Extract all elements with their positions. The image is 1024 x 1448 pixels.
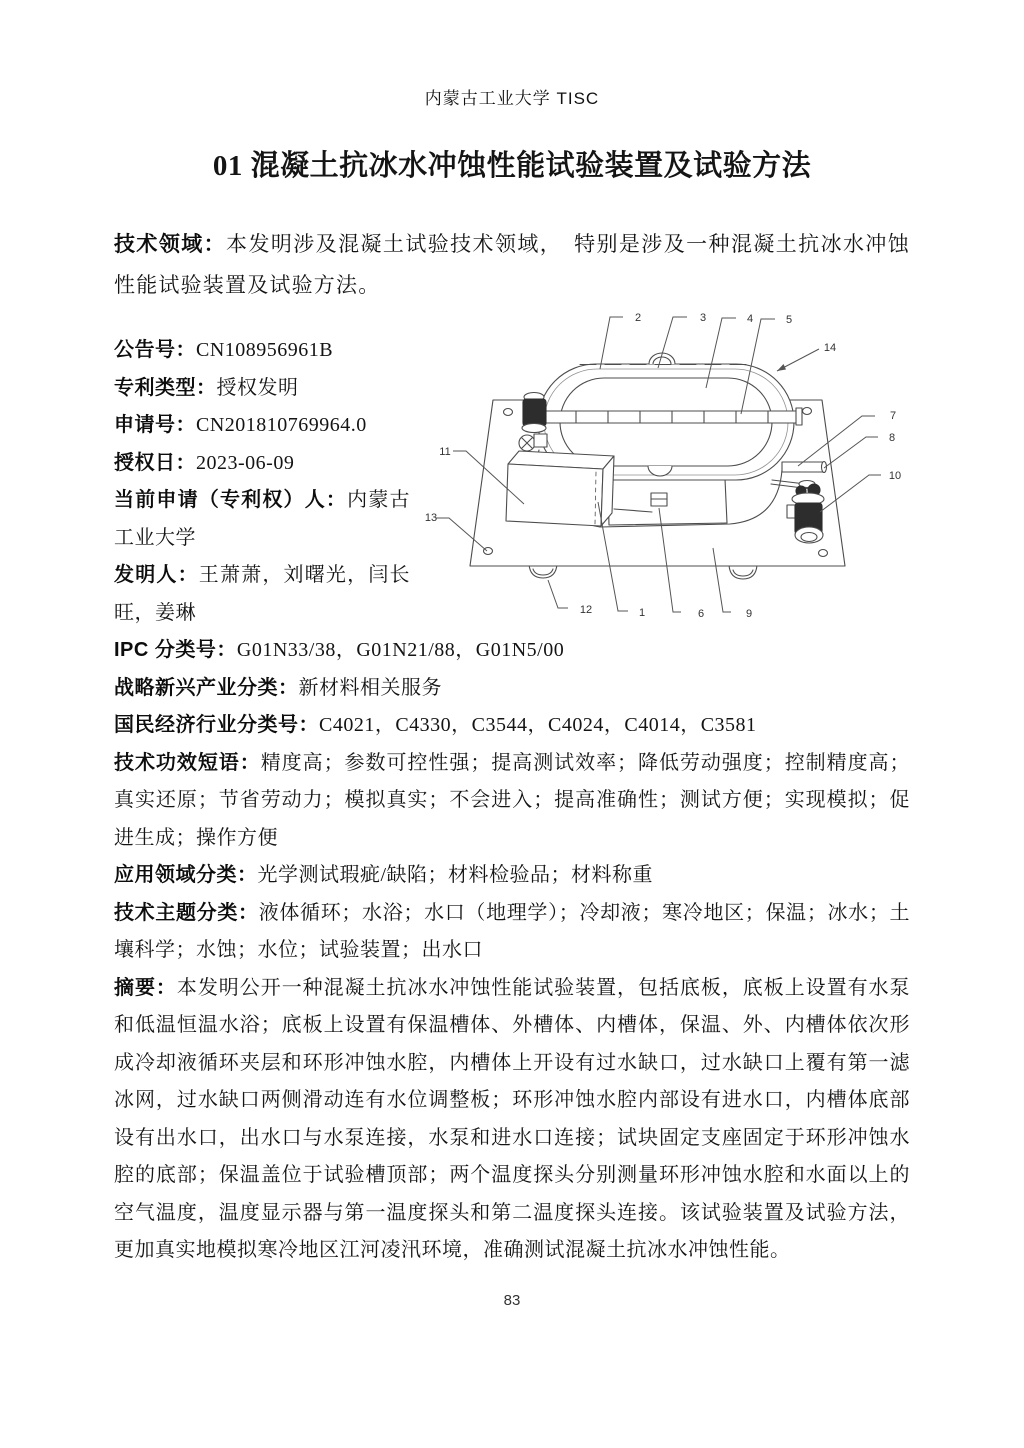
figure-callout-8: 8 — [888, 432, 896, 444]
field-label: 授权日： — [114, 451, 196, 474]
field-label: 应用领域分类： — [114, 864, 258, 886]
patent-figure — [420, 304, 910, 634]
field-label: 国民经济行业分类号： — [114, 714, 319, 736]
field-label: 专利类型： — [114, 376, 217, 399]
document-header: 内蒙古工业大学 TISC — [424, 89, 600, 108]
field-label: 战略新兴产业分类： — [114, 676, 299, 699]
field-value: 内蒙古工业大学 — [114, 489, 411, 549]
field-value: 液体循环；水浴；水口（地理学）；冷却液；寒冷地区；保温；冰水；土壤科学；水蚀；水位；试验装置；出水口 — [114, 901, 911, 961]
figure-container — [410, 312, 910, 625]
field-label: 技术功效短语： — [114, 751, 261, 774]
plate-hole — [803, 408, 812, 415]
tech-field-label: 技术领域： — [114, 233, 227, 256]
field-value: 精度高；参数可控性强；提高测试效率；降低劳动强度；控制精度高；真实还原；节省劳动力；模拟真实；不会进入；提高准确性；测试方便；实现模拟；促进生成；操作方便 — [114, 751, 911, 849]
field-value: 光学测试瑕疵/缺陷；材料检验品；材料称重 — [257, 864, 654, 886]
arrowhead-icon — [777, 364, 786, 371]
field-value: CN108956961B — [196, 339, 334, 361]
field-value: 2023-06-09 — [196, 451, 295, 474]
patent-details — [114, 312, 911, 1270]
figure-callout-13: 13 — [424, 512, 438, 524]
figure-callout-7: 7 — [889, 410, 897, 422]
field-label: IPC 分类号： — [114, 639, 237, 661]
figure-callout-12: 12 — [579, 604, 593, 616]
plate-hole — [504, 409, 513, 416]
tech-field-paragraph — [114, 224, 910, 306]
figure-callout-14: 14 — [823, 342, 837, 354]
field-value: C4021，C4330，C3544，C4024，C4014，C3581 — [319, 714, 757, 736]
plate-hole — [819, 550, 828, 557]
field-label: 公告号： — [114, 339, 196, 361]
patent-field-row — [114, 632, 910, 670]
field-label: 当前申请（专利权）人： — [114, 489, 348, 511]
tech-field-text: 本发明涉及混凝土试验技术领域， 特别是涉及一种混凝土抗冰水冲蚀性能试验装置及试验方法。 — [114, 232, 910, 297]
figure-callout-4: 4 — [746, 313, 754, 325]
patent-field-row — [114, 857, 910, 895]
figure-callout-2: 2 — [634, 312, 642, 324]
field-label: 申请号： — [114, 414, 196, 436]
page-number: 83 — [503, 1292, 521, 1309]
patent-field-row — [114, 670, 910, 708]
figure-callout-3: 3 — [699, 312, 707, 324]
field-label: 摘要： — [114, 976, 177, 999]
field-value: G01N33/38，G01N21/88，G01N5/00 — [236, 639, 565, 661]
field-value: 本发明公开一种混凝土抗冰水冲蚀性能试验装置，包括底板，底板上设置有水泵和低温恒温水浴；底板上设置有保温槽体、外槽体、内槽体，保温、外、内槽体依次形成冷却液循环夹层和环形冲蚀水腔，内槽体上开设有过水缺口，过水缺口上覆有第一滤冰网，过水缺口两侧滑动连有水位调整板；环形冲蚀水腔内部设有进水口，内槽体底部设有出水口，出水口与水泵连接，水泵和进水口连接；试块固定支座固定于环形冲蚀水腔的底部；保温盖位于试验槽顶部；两个温度探头分别测量环形冲蚀水腔和水面以上的空气温度，温度显示器与第一温度探头和第二温度探头连接。该试验装置及试验方法，更加真实地模拟寒冷地区江河凌汛环境，准确测试混凝土抗冰水冲蚀性能。 — [114, 976, 911, 1261]
patent-field-row — [114, 707, 910, 745]
field-label: 技术主题分类： — [114, 901, 259, 924]
patent-field-row — [114, 745, 910, 858]
figure-callout-6: 6 — [697, 608, 705, 620]
patent-field-row — [114, 895, 910, 970]
patent-field-row — [114, 970, 910, 1270]
field-value: 王萧萧，刘曙光，闫长旺，姜琳 — [114, 564, 411, 624]
field-value: 授权发明 — [216, 376, 299, 399]
field-value: 新材料相关服务 — [298, 676, 442, 699]
figure-callout-9: 9 — [745, 608, 753, 620]
figure-level-bar — [544, 411, 798, 423]
field-label: 发明人： — [114, 564, 199, 586]
figure-callout-11: 11 — [439, 446, 451, 458]
figure-callout-10: 10 — [888, 470, 902, 482]
page-title: 01 混凝土抗冰水冲蚀性能试验装置及试验方法 — [212, 150, 812, 182]
field-value: CN201810769964.0 — [196, 414, 367, 436]
figure-callout-5: 5 — [785, 314, 793, 326]
figure-callout-1: 1 — [638, 607, 646, 619]
